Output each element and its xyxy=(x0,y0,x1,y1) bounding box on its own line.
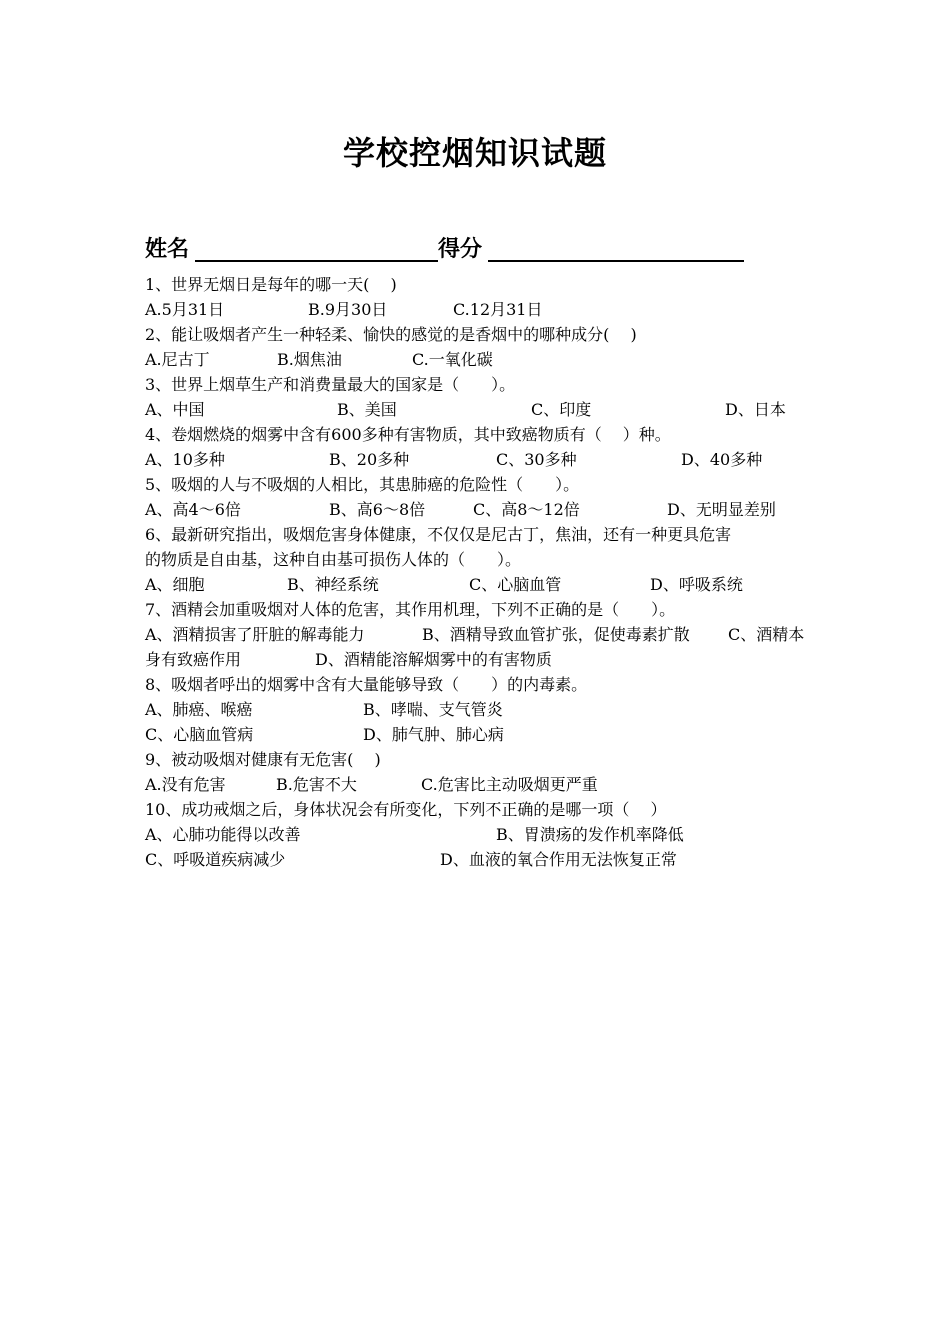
question-9-options xyxy=(145,772,810,797)
question-2: 2、能让吸烟者产生一种轻柔、愉快的感觉的是香烟中的哪种成分( ) xyxy=(145,325,637,344)
question-6-line-2: 的物质是自由基，这种自由基可损伤人体的（ ）。 xyxy=(145,550,522,569)
option: D、40多种 xyxy=(681,450,763,469)
option: B.烟焦油 xyxy=(277,350,342,369)
question-5: 5、吸烟的人与不吸烟的人相比，其患肺癌的危险性（ ）。 xyxy=(145,475,580,494)
question-3-options xyxy=(145,397,810,422)
option: A、酒精损害了肝脏的解毒能力 xyxy=(145,625,365,644)
option: A、细胞 xyxy=(145,575,205,594)
option: A.5月31日 xyxy=(145,300,225,319)
option: A、肺癌、喉癌 xyxy=(145,700,253,719)
option: B.危害不大 xyxy=(276,775,357,794)
option: A、中国 xyxy=(145,400,205,419)
option: D、日本 xyxy=(725,400,786,419)
option: C、高8～12倍 xyxy=(473,500,580,519)
option: B、神经系统 xyxy=(287,575,379,594)
option: C、心脑血管病 xyxy=(145,725,254,744)
question-1: 1、世界无烟日是每年的哪一天( ) xyxy=(145,275,397,294)
question-10-options-line-1 xyxy=(145,822,810,847)
option: B、美国 xyxy=(337,400,397,419)
question-3: 3、世界上烟草生产和消费量最大的国家是（ ）。 xyxy=(145,375,516,394)
option: B、酒精导致血管扩张，促使毒素扩散 xyxy=(422,625,690,644)
question-list xyxy=(145,272,810,872)
option: B、高6～8倍 xyxy=(329,500,426,519)
option: B.9月30日 xyxy=(308,300,388,319)
question-4: 4、卷烟燃烧的烟雾中含有600多种有害物质，其中致癌物质有（ ）种。 xyxy=(145,425,671,444)
page-title: 学校控烟知识试题 xyxy=(342,134,607,172)
option: D、呼吸系统 xyxy=(650,575,743,594)
option: D、血液的氧合作用无法恢复正常 xyxy=(440,850,677,869)
option: A.尼古丁 xyxy=(145,350,210,369)
option: B、20多种 xyxy=(329,450,410,469)
option: D、酒精能溶解烟雾中的有害物质 xyxy=(315,650,552,669)
option: A、高4～6倍 xyxy=(145,500,241,519)
question-7-options-line-2 xyxy=(145,647,810,672)
question-6-line-1: 6、最新研究指出，吸烟危害身体健康，不仅仅是尼古丁，焦油，还有一种更具危害 xyxy=(145,525,732,544)
question-8-options-line-2 xyxy=(145,722,810,747)
option: B、哮喘、支气管炎 xyxy=(363,700,503,719)
question-10: 10、成功戒烟之后，身体状况会有所变化，下列不正确的是哪一项（ ） xyxy=(145,800,667,819)
question-4-options xyxy=(145,447,810,472)
option: A、心肺功能得以改善 xyxy=(145,825,301,844)
question-8-options-line-1 xyxy=(145,697,810,722)
option: B、胃溃疡的发作机率降低 xyxy=(496,825,684,844)
option: C、印度 xyxy=(531,400,592,419)
option: C、呼吸道疾病减少 xyxy=(145,850,286,869)
score-label: 得分 xyxy=(438,237,483,262)
option-continued: 身有致癌作用 xyxy=(145,650,242,669)
option: D、肺气肿、肺心病 xyxy=(363,725,504,744)
question-7: 7、酒精会加重吸烟对人体的危害，其作用机理，下列不正确的是（ ）。 xyxy=(145,600,676,619)
question-8: 8、吸烟者呼出的烟雾中含有大量能够导致（ ）的内毒素。 xyxy=(145,675,588,694)
option: C.一氧化碳 xyxy=(412,350,493,369)
option: C、心脑血管 xyxy=(469,575,562,594)
option: C.危害比主动吸烟更严重 xyxy=(421,775,598,794)
question-1-options xyxy=(145,297,810,322)
question-7-options-line-1 xyxy=(145,622,810,647)
question-6-options xyxy=(145,572,810,597)
question-2-options xyxy=(145,347,810,372)
score-blank[interactable] xyxy=(488,260,744,262)
option: C、30多种 xyxy=(496,450,577,469)
question-10-options-line-2 xyxy=(145,847,810,872)
option: A.没有危害 xyxy=(145,775,226,794)
option: C.12月31日 xyxy=(453,300,543,319)
question-9: 9、被动吸烟对健康有无危害( ) xyxy=(145,750,381,769)
option: C、酒精本 xyxy=(728,625,805,644)
name-label: 姓名 xyxy=(145,237,190,262)
question-5-options xyxy=(145,497,810,522)
option: A、10多种 xyxy=(145,450,225,469)
name-blank[interactable] xyxy=(195,260,438,262)
option: D、无明显差别 xyxy=(667,500,776,519)
